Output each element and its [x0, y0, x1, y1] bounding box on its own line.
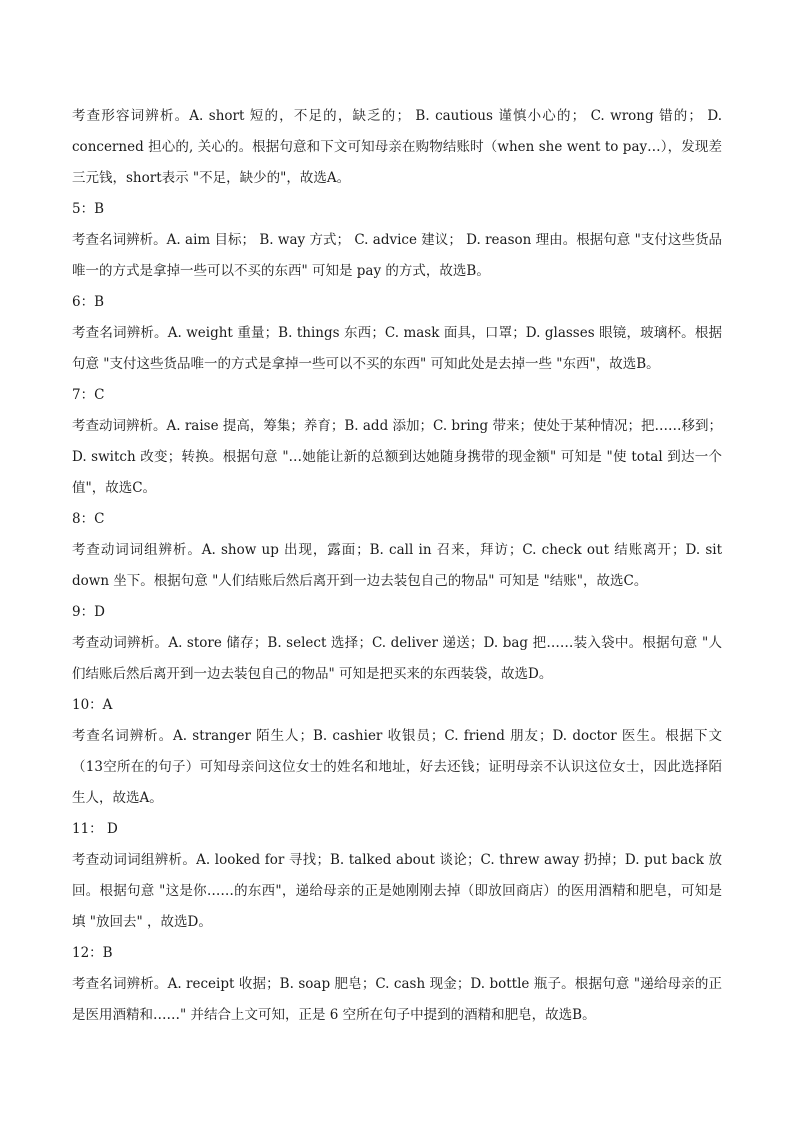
explanation-paragraph: 考查动词词组辨析。A. show up 出现，露面；B. call in 召来，拜访；C. check out 结账离开；D. sit down 坐下。根据句意 "人们结账后然后离开到一边去装包自己的物品" 可知是 "结账"，故选C。	[72, 542, 722, 589]
explanation-paragraph: 考查动词词组辨析。A. looked for 寻找；B. talked about 谈论；C. threw away 扔掉；D. put back 放回。根据句意 "这是你……的东西"，递给母亲的正是她刚刚去掉（即放回商店）的医用酒精和肥皂，可知是填 "放回去" ，故选D。	[72, 852, 722, 930]
explanation-paragraph: 考查名词辨析。A. aim 目标； B. way 方式； C. advice 建议； D. reason 理由。根据句意 "支付这些货品唯一的方式是拿掉一些可以不买的东西" 可知是 pay 的方式，故选B。	[72, 232, 722, 279]
answer-label: 6：B	[72, 294, 105, 310]
answer-label: 5：B	[72, 201, 105, 217]
answer-label: 10：A	[72, 697, 113, 713]
explanation-paragraph: 考查名词辨析。A. receipt 收据；B. soap 肥皂；C. cash 现金；D. bottle 瓶子。根据句意 "递给母亲的正是医用酒精和……" 并结合上文可知，正是 6 空所在句子中提到的酒精和肥皂，故选B。	[72, 976, 722, 1023]
explanation-paragraph: 考查动词辨析。A. raise 提高，筹集；养育；B. add 添加；C. bring 带来；使处于某种情况；把……移到；D. switch 改变；转换。根据句意 "…她能让新的总额到达她随身携带的现金额" 可知是 "使 total 到达一个值"，故选C。	[72, 418, 722, 496]
explanation-paragraph: 考查名词辨析。A. stranger 陌生人；B. cashier 收银员；C. friend 朋友；D. doctor 医生。根据下文（13空所在的句子）可知母亲问这位女士的姓名和地址，好去还钱；证明母亲不认识这位女士，因此选择陌生人，故选A。	[72, 728, 722, 806]
explanation-paragraph: 考查名词辨析。A. weight 重量；B. things 东西；C. mask 面具，口罩；D. glasses 眼镜，玻璃杯。根据句意 "支付这些货品唯一的方式是拿掉一些可以不买的东西" 可知此处是去掉一些 "东西"，故选B。	[72, 325, 722, 372]
explanation-paragraph: 考查形容词辨析。A. short 短的，不足的，缺乏的； B. cautious 谨慎小心的； C. wrong 错的； D. concerned 担心的, 关心的。根据句意和下文可知母亲在购物结账时（when she went to pay…），发现差三元钱，short表示 "不足，缺少的"，故选A。	[72, 108, 722, 186]
answer-label: 9：D	[72, 604, 105, 620]
answer-label: 12：B	[72, 945, 113, 961]
answer-label: 11： D	[72, 821, 118, 837]
explanation-paragraph: 考查动词辨析。A. store 储存；B. select 选择；C. deliver 递送；D. bag 把……装入袋中。根据句意 "人们结账后然后离开到一边去装包自己的物品" 可知是把买来的东西装袋，故选D。	[72, 635, 722, 682]
answer-label: 7：C	[72, 387, 105, 403]
answer-label: 8：C	[72, 511, 105, 527]
